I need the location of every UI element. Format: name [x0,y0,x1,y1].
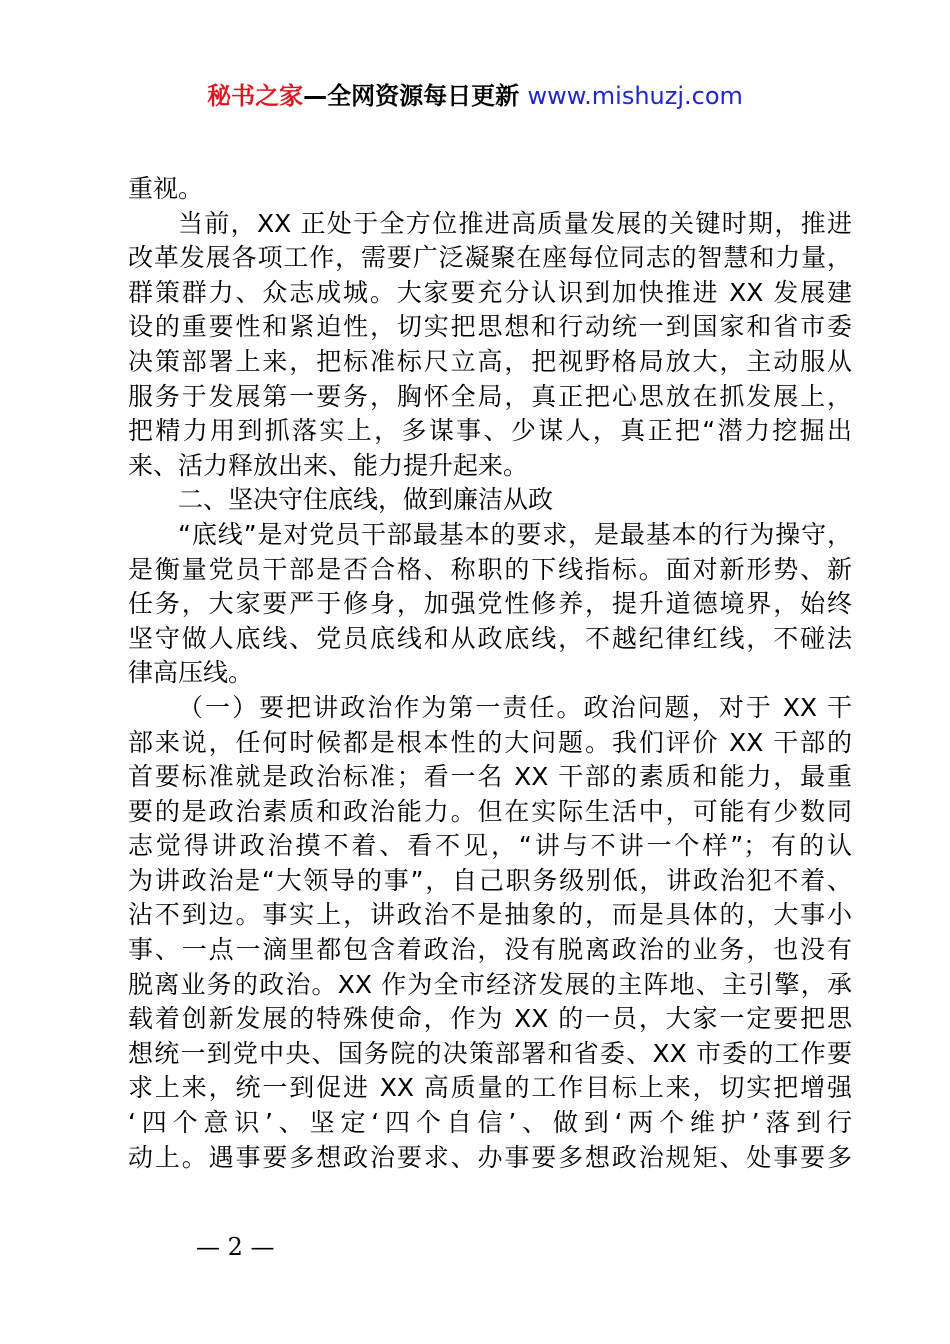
paragraph-line: 首要标准就是政治标准；看一名 XX 干部的素质和能力，最重 [128,762,852,792]
paragraph-line: 动上。遇事要多想政治要求、办事要多想政治规矩、处事要多 [128,1142,852,1172]
paragraph-line: （一）要把讲政治作为第一责任。政治问题，对于 XX 干 [178,692,852,722]
paragraph-line: 律高压线。 [128,658,254,688]
paragraph-line: 事、一点一滴里都包含着政治，没有脱离政治的业务，也没有 [128,935,852,965]
paragraph-line: 来、活力释放出来、能力提升起来。 [128,450,529,480]
paragraph-line: 为讲政治是“大领导的事”，自己职务级别低，讲政治犯不着、 [128,865,852,895]
paragraph-line: 服务于发展第一要务，胸怀全局，真正把心思放在抓发展上， [128,381,852,411]
paragraph-line: 志觉得讲政治摸不着、看不见，“讲与不讲一个样”；有的认 [128,831,852,861]
paragraph-line: “底线”是对党员干部最基本的要求，是最基本的行为操守， [178,519,852,549]
site-banner [0,80,950,112]
paragraph-line: 重视。 [128,174,204,203]
paragraph-line: 决策部署上来，把标准标尺立高，把视野格局放大，主动服从 [128,346,852,376]
paragraph-line: 群策群力、众志成城。大家要充分认识到加快推进 XX 发展建 [128,277,852,307]
paragraph-line: 求上来，统一到促进 XX 高质量的工作目标上来，切实把增强 [128,1073,852,1103]
page-number: — 2 — [196,1233,275,1261]
paragraph-line: 任务，大家要严于修身，加强党性修养，提升道德境界，始终 [128,589,852,619]
paragraph-line: ‘四个意识’、坚定‘四个自信’、做到‘两个维护’落到行 [128,1108,852,1138]
paragraph-line: 载着创新发展的特殊使命，作为 XX 的一员，大家一定要把思 [128,1004,852,1034]
paragraph-line: 沾不到边。事实上，讲政治不是抽象的，而是具体的，大事小 [128,900,852,930]
paragraph-line: 要的是政治素质和政治能力。但在实际生活中，可能有少数同 [128,796,852,826]
paragraph-line: 把精力用到抓落实上，多谋事、少谋人，真正把“潜力挖掘出 [128,416,852,446]
brand-name: 秘书之家 [207,82,304,110]
paragraph-line: 脱离业务的政治。XX 作为全市经济发展的主阵地、主引擎，承 [128,969,852,999]
paragraph-line: 改革发展各项工作，需要广泛凝聚在座每位同志的智慧和力量， [128,243,852,273]
banner-tagline: —全网资源每日更新 [303,82,528,110]
paragraph-line: 是衡量党员干部是否合格、称职的下线指标。面对新形势、新 [128,554,852,584]
document-body [128,172,852,1175]
section-heading: 二、坚决守住底线，做到廉洁从政 [178,485,554,515]
paragraph-line: 设的重要性和紧迫性，切实把思想和行动统一到国家和省市委 [128,312,852,342]
paragraph-line: 坚守做人底线、党员底线和从政底线，不越纪律红线，不碰法 [128,623,852,653]
paragraph-line: 部来说，任何时候都是根本性的大问题。我们评价 XX 干部的 [128,727,852,757]
paragraph-line: 当前，XX 正处于全方位推进高质量发展的关键时期，推进 [178,208,852,238]
site-url-link[interactable]: www.mishuzj.com [527,82,743,110]
paragraph-line: 想统一到党中央、国务院的决策部署和省委、XX 市委的工作要 [128,1038,852,1068]
